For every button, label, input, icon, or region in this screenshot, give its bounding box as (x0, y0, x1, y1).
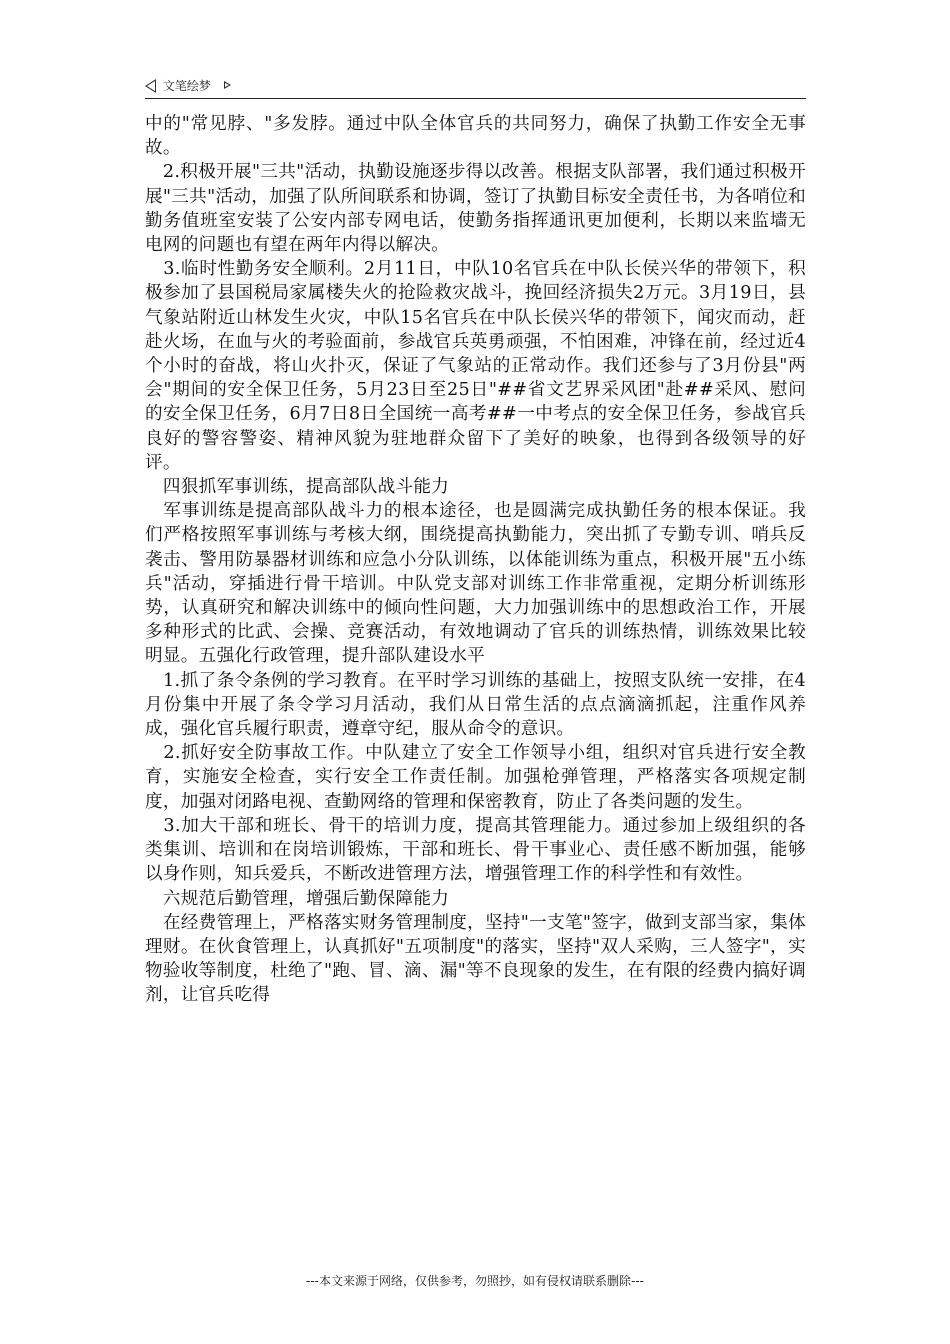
paragraph: 军事训练是提高部队战斗力的根本途径，也是圆满完成执勤任务的根本保证。我们严格按照军事训练与考核大纲，围绕提高执勤能力，突出抓了专勤专训、哨兵反袭击、警用防暴器材训练和应急小分队训练，以体能训练为重点，积极开展"五小练兵"活动，穿插进行骨干培训。中队党支部对训练工作非常重视，定期分析训练形势，认真研究和解决训练中的倾向性问题，大力加强训练中的思想政治工作，开展多种形式的比武、会操、竞赛活动，有效地调动了官兵的训练热情，训练效果比较明显。五强化行政管理，提升部队建设水平 (145, 501, 806, 667)
triangle-right-icon (224, 81, 231, 89)
paragraph: 3.加大干部和班长、骨干的培训力度，提高其管理能力。通过参加上级组织的各类集训、培训和在岗培训锻炼，干部和班长、骨干事业心、责任感不断加强，能够以身作则，知兵爱兵，不断改进管理方法，增强管理工作的科学性和有效性。 (145, 815, 806, 885)
paragraph: 在经费管理上，严格落实财务管理制度，坚持"一支笔"签字，做到支部当家，集体理财。在伙食管理上，认真抓好"五项制度"的落实，坚持"双人采购，三人签字"，实物验收等制度，杜绝了"跑、冒、滴、漏"等不良现象的发生，在有限的经费内搞好调剂，让官兵吃得 (145, 912, 806, 1006)
paragraph: 1.抓了条令条例的学习教育。在平时学习训练的基础上，按照支队统一安排，在4月份集中开展了条令学习月活动，我们从日常生活的点点滴滴抓起，注重作风养成，强化官兵履行职责，遵章守纪，服从命令的意识。 (145, 670, 806, 740)
paragraph: 3.临时性勤务安全顺利。2月11日，中队10名官兵在中队长侯兴华的带领下，积极参加了县国税局家属楼失火的抢险救灾战斗，挽回经济损失2万元。3月19日，县气象站附近山林发生火灾，中队15名官兵在中队长侯兴华的带领下，闻灾而动，赶赴火场，在血与火的考验面前，参战官兵英勇顽强，不怕困难，冲锋在前，经过近4个小时的奋战，将山火扑灭，保证了气象站的正常动作。我们还参与了3月份县"两会"期间的安全保卫任务，5月23日至25日"##省文艺界采风团"赴##采风、慰问的安全保卫任务，6月7日8日全国统一高考##一中考点的安全保卫任务，参战官兵良好的警容警姿、精神风貌为驻地群众留下了美好的映象，也得到各级领导的好评。 (145, 259, 806, 473)
section-heading: 四狠抓军事训练，提高部队战斗能力 (145, 477, 450, 498)
page-header (145, 76, 806, 99)
triangle-left-icon (145, 79, 156, 93)
paragraph: 中的"常见脖、"多发脖。通过中队全体官兵的共同努力，确保了执勤工作安全无事故。 (145, 114, 806, 159)
header-brand: 文笔绘梦 (162, 79, 211, 93)
paragraph: 2.抓好安全防事故工作。中队建立了安全工作领导小组，组织对官兵进行安全教育，实施安全检查，实行安全工作责任制。加强枪弹管理，严格落实各项规定制度，加强对闭路电视、查勤网络的管理和保密教育，防止了各类问题的发生。 (145, 743, 806, 812)
paragraph: 2.积极开展"三共"活动，执勤设施逐步得以改善。根据支队部署，我们通过积极开展"三共"活动，加强了队所间联系和协调，签订了执勤目标安全责任书，为各哨位和勤务值班室安装了公安内部专网电话，使勤务指挥通讯更加便利，长期以来监墙无电网的问题也有望在两年内得以解决。 (145, 162, 806, 256)
document-body (145, 112, 806, 1008)
section-heading: 六规范后勤管理，增强后勤保障能力 (145, 888, 450, 909)
page-footer: ---本文来源于网络，仅供参考，勿照抄，如有侵权请联系删除--- (306, 1274, 644, 1288)
